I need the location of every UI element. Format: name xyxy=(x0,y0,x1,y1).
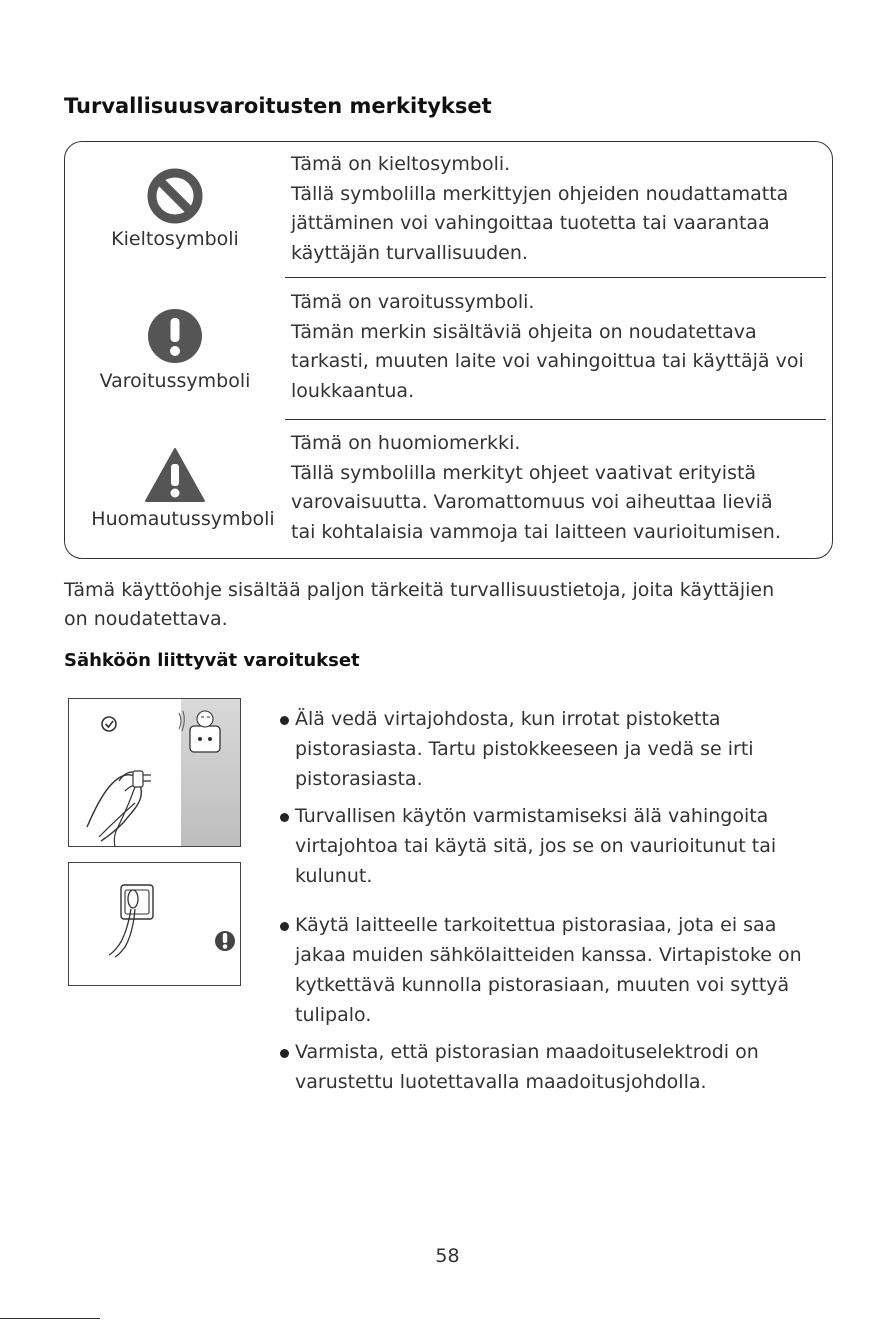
description-line: Tämä on huomiomerkki. xyxy=(291,432,521,454)
row-divider xyxy=(285,419,826,420)
illustration-plug-socket xyxy=(68,862,241,986)
hand-plug-drawing xyxy=(69,699,241,847)
list-item xyxy=(280,1037,850,1097)
row-divider xyxy=(285,277,826,278)
bullet-line: Turvallisen käytön varmistamiseksi älä vahingoita xyxy=(295,805,769,827)
description-line: Tämä on varoitussymboli. xyxy=(291,291,535,313)
page-title: Turvallisuusvaroitusten merkitykset xyxy=(64,94,492,118)
bullet-line: varustettu luotettavalla maadoitusjohdolla. xyxy=(295,1071,707,1093)
symbol-row-prohibition xyxy=(65,142,832,279)
intro-line: Tämä käyttöohje sisältää paljon tärkeitä turvallisuustietoja, joita käyttäjien xyxy=(64,579,775,601)
exclamation-icon xyxy=(147,308,203,364)
description-line: Tällä symbolilla merkittyjen ohjeiden noudattamatta xyxy=(291,182,789,205)
bullet-line: tulipalo. xyxy=(295,1004,372,1026)
bullet-dot xyxy=(280,1049,289,1058)
warning-triangle-icon xyxy=(144,447,206,503)
section-subtitle: Sähköön liittyvät varoitukset xyxy=(64,650,360,671)
description-line: Tämä on kieltosymboli. xyxy=(291,153,511,175)
symbol-row-caution xyxy=(65,421,832,558)
symbol-description xyxy=(291,150,828,268)
symbol-label: Kieltosymboli xyxy=(111,228,239,250)
bullet-dot xyxy=(280,813,289,822)
bullet-line: virtajohtoa tai käytä sitä, jos se on vaurioitunut tai xyxy=(295,835,777,857)
symbol-description xyxy=(291,429,828,547)
illustration-unplug-by-cord xyxy=(68,698,241,847)
bullet-line: Varmista, että pistorasian maadoituselektrodi on xyxy=(295,1041,759,1063)
bullet-line: kytkettävä kunnolla pistorasiaan, muuten voi syttyä xyxy=(295,974,790,996)
page-number: 58 xyxy=(435,1245,460,1267)
description-line: Tämän merkin sisältäviä ohjeita on noudatettava xyxy=(291,320,757,343)
description-line: jättäminen voi vahingoittaa tuotetta tai vaarantaa xyxy=(291,212,770,234)
bullet-line: pistorasiasta. Tartu pistokkeeseen ja vedä se irti xyxy=(295,738,754,760)
description-line: tarkasti, muuten laite voi vahingoittua tai käyttäjä voi xyxy=(291,350,804,372)
list-item xyxy=(280,801,850,891)
intro-paragraph xyxy=(64,576,834,634)
description-line: varovaisuutta. Varomattomuus voi aiheuttaa lieviä xyxy=(291,491,773,513)
electrical-warnings-list xyxy=(280,704,850,1097)
bullet-line: Älä vedä virtajohdosta, kun irrotat pistoketta xyxy=(295,708,721,730)
description-line: Tällä symbolilla merkityt ohjeet vaativat erityistä xyxy=(291,461,757,484)
prohibition-icon xyxy=(147,168,203,224)
list-item xyxy=(280,910,850,1030)
symbol-label: Varoitussymboli xyxy=(99,370,251,392)
list-item xyxy=(280,704,850,794)
bullet-dot xyxy=(280,716,289,725)
bullet-dot xyxy=(280,922,289,931)
plug-socket-drawing xyxy=(69,863,241,986)
bullet-line: jakaa muiden sähkölaitteiden kanssa. Virtapistoke on xyxy=(295,944,802,966)
footer-rule xyxy=(0,1318,100,1319)
description-line: loukkaantua. xyxy=(291,379,415,402)
intro-line: on noudatettava. xyxy=(64,608,228,630)
symbol-description xyxy=(291,288,828,406)
bullet-line: pistorasiasta. xyxy=(295,768,423,790)
description-line: käyttäjän turvallisuuden. xyxy=(291,241,528,264)
symbol-legend-box xyxy=(64,141,833,559)
bullet-line: kulunut. xyxy=(295,865,373,887)
symbol-row-warning xyxy=(65,280,832,420)
bullet-line: Käytä laitteelle tarkoitettua pistorasiaa, jota ei saa xyxy=(295,914,777,936)
description-line: tai kohtalaisia vammoja tai laitteen vaurioitumisen. xyxy=(291,520,781,543)
symbol-label: Huomautussymboli xyxy=(91,508,275,530)
